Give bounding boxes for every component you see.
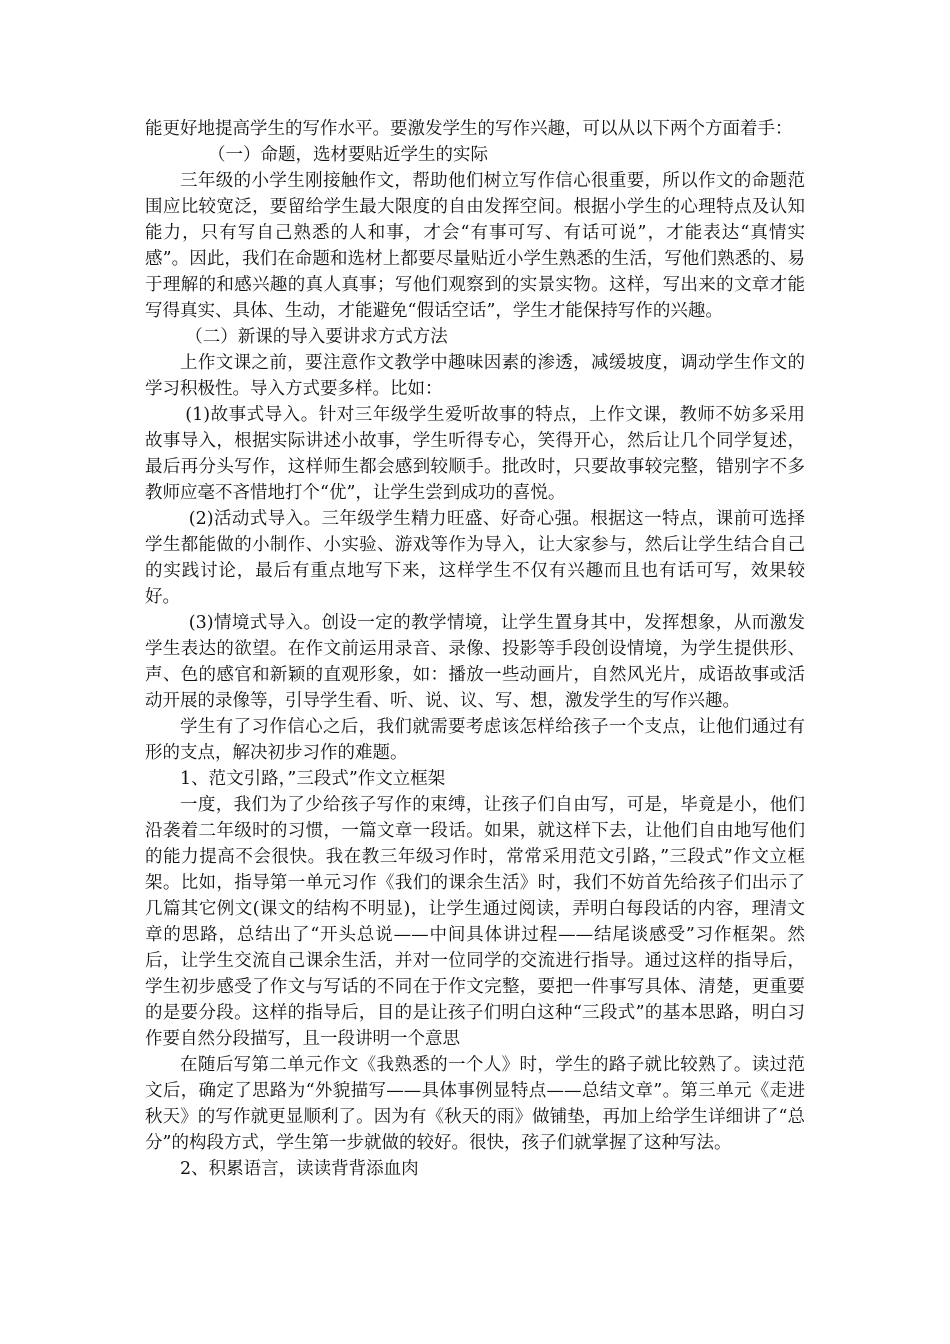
paragraph-support-point: 学生有了习作信心之后，我们就需要考虑该怎样给孩子一个支点，让他们通过有形的支点，解决初步习作的难题。 <box>145 717 805 763</box>
list-item-story-intro: (1)故事式导入。针对三年级学生爱听故事的特点，上作文课，教师不妨多采用故事导入，根据实际讲述小故事，学生听得专心，笑得开心，然后让几个同学复述，最后再分头写作，这样师生都会感到较顺手。批改时，只要故事较完整，错别字不多教师应毫不吝惜地打个“优”，让学生尝到成功的喜悦。 <box>145 405 805 503</box>
paragraph-intro-continued: 能更好地提高学生的写作水平。要激发学生的写作兴趣，可以从以下两个方面着手： <box>145 119 793 139</box>
document-body <box>145 116 805 1182</box>
section-heading-2: （二）新课的导入要讲求方式方法 <box>185 327 448 347</box>
paragraph-second-unit: 在随后写第二单元作文《我熟悉的一个人》时，学生的路子就比较熟了。读过范文后，确定了思路为“外貌描写——具体事例显特点——总结文章”。第三单元《走进秋天》的写作就更显顺利了。因为有《秋天的雨》做铺垫，再加上给学生详细讲了“总分”的构段方式，学生第一步就做的较好。很快，孩子们就掌握了这种写法。 <box>145 1055 805 1153</box>
subheading-model-essay: 1、范文引路，”三段式”作文立框架 <box>180 769 446 789</box>
section-heading-1: （一）命题，选材要贴近学生的实际 <box>208 145 488 165</box>
paragraph-topic-selection: 三年级的小学生刚接触作文，帮助他们树立写作信心很重要，所以作文的命题范围应比较宽泛，要留给学生最大限度的自由发挥空间。根据小学生的心理特点及认知能力，只有写自己熟悉的人和事，才会“有事可写、有话可说”，才能表达“真情实感”。因此，我们在命题和选材上都要尽量贴近小学生熟悉的生活，写他们熟悉的、易于理解的和感兴趣的真人真事；写他们观察到的实景实物。这样，写出来的文章才能写得真实、具体、生动，才能避免“假话空话”，学生才能保持写作的兴趣。 <box>145 171 805 321</box>
subheading-accumulate-language: 2、积累语言，读读背背添血肉 <box>180 1159 419 1179</box>
list-item-activity-intro: (2)活动式导入。三年级学生精力旺盛、好奇心强。根据这一特点，课前可选择学生都能做的小制作、小实验、游戏等作为导入，让大家参与，然后让学生结合自己的实践讨论，最后有重点地写下来，这样学生不仅有兴趣而且也有话可写，效果较好。 <box>145 509 805 607</box>
list-item-situation-intro: (3)情境式导入。创设一定的教学情境，让学生置身其中，发挥想象，从而激发学生表达的欲望。在作文前运用录音、录像、投影等手段创设情境，为学生提供形、声、色的感官和新颖的直观形象，如：播放一些动画片，自然风光片，成语故事或活动开展的录像等，引导学生看、听、说、议、写、想，激发学生的写作兴趣。 <box>145 613 805 711</box>
paragraph-lesson-intro: 上作文课之前，要注意作文教学中趣味因素的渗透，减缓坡度，调动学生作文的学习积极性。导入方式要多样。比如： <box>145 353 805 399</box>
paragraph-three-part-structure: 一度，我们为了少给孩子写作的束缚，让孩子们自由写，可是，毕竟是小，他们沿袭着二年级时的习惯，一篇文章一段话。如果，就这样下去，让他们自由地写他们的能力提高不会很快。我在教三年级习作时，常常采用范文引路，”三段式”作文立框架。比如，指导第一单元习作《我们的课余生活》时，我们不妨首先给孩子们出示了几篇其它例文(课文的结构不明显)，让学生通过阅读，弄明白每段话的内容，理清文章的思路，总结出了“开头总说——中间具体讲过程——结尾谈感受”习作框架。然后，让学生交流自己课余生活，并对一位同学的交流进行指导。通过这样的指导后，学生初步感受了作文与写话的不同在于作文完整，要把一件事写具体、清楚，更重要的是要分段。这样的指导后，目的是让孩子们明白这种“三段式”的基本思路，明白习作要自然分段描写，且一段讲明一个意思 <box>145 795 805 1049</box>
